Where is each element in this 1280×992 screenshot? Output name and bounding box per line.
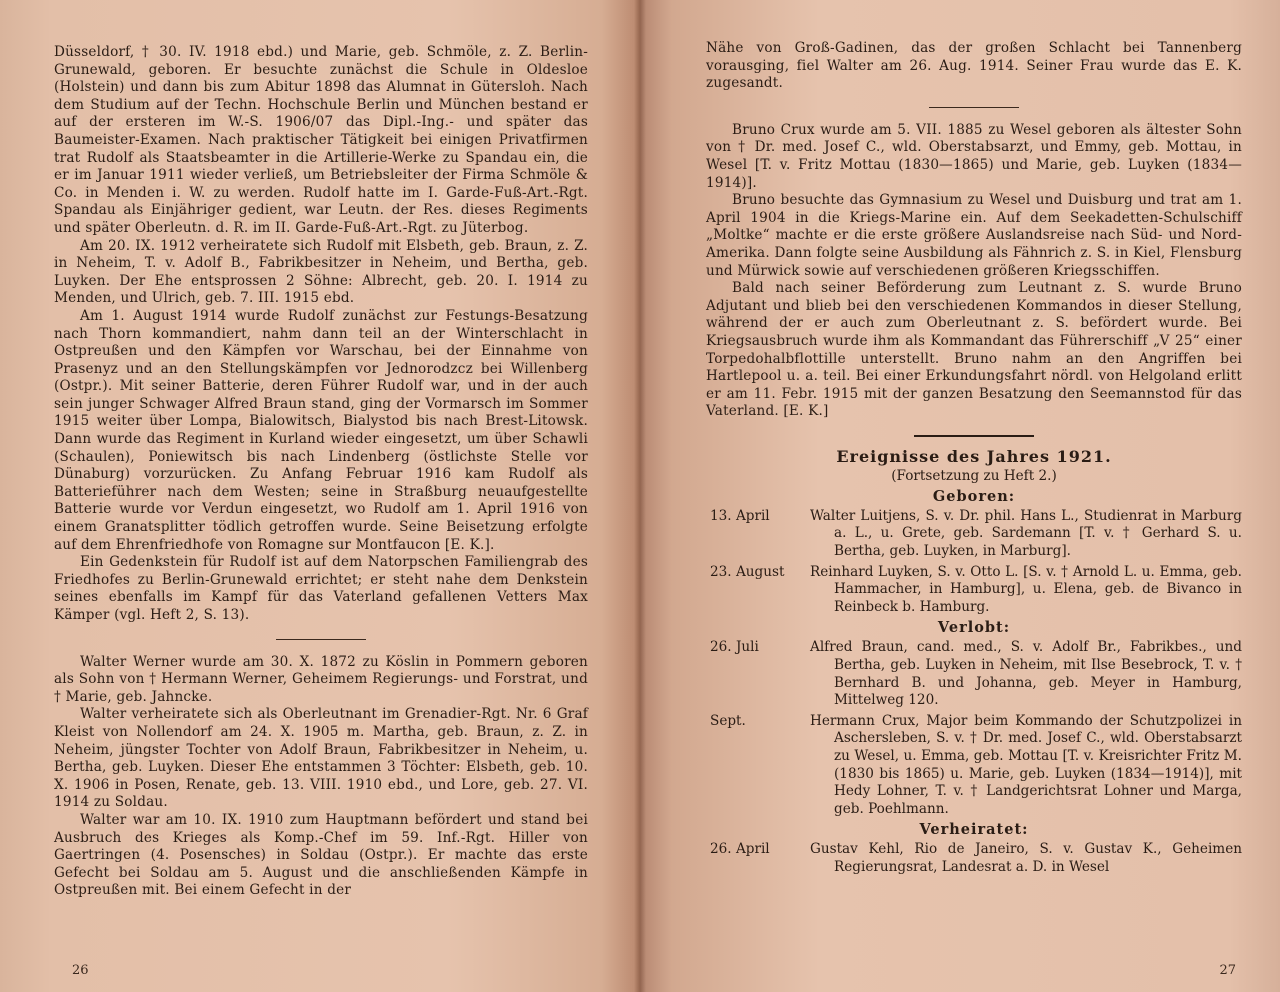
entry-text: Walter Luitjens, S. v. Dr. phil. Hans L., Studienrat in Marburg a. L., u. Grete, geb. Sardemann [T. v. † Gerhard S. u. Bertha, geb. Luyken, in Marburg].	[810, 507, 1242, 560]
list-item	[706, 508, 1242, 561]
page-number: 27	[1219, 963, 1236, 978]
entry-date: 13. April	[710, 507, 770, 524]
page-number: 26	[72, 963, 89, 978]
paragraph: Walter verheiratete sich als Oberleutnant im Grenadier-Rgt. Nr. 6 Graf Kleist von Nollendorf am 24. X. 1905 m. Martha, geb. Braun, z. Z. in Neheim, jüngster Tochter von Adolf Braun, Fabrikbesitzer in Neheim, u. Bertha, geb. Luyken. Dieser Ehe entstammen 3 Töchter: Elsbeth, geb. 10. X. 1906 in Posen, Renate, geb. 13. VIII. 1910 ebd., und Lore, geb. 27. VI. 1914 zu Soldau.	[54, 706, 588, 811]
entry-text: Alfred Braun, cand. med., S. v. Adolf Br., Fabrikbes., und Bertha, geb. Luyken in Neheim, mit Ilse Besebrock, T. v. † Bernhard B. und Johanna, geb. Meyer in Hamburg, Mittelweg 120.	[810, 639, 1242, 709]
entry-date: Sept.	[710, 712, 746, 729]
group-heading-married: Verheiratet:	[919, 821, 1029, 839]
paragraph: Bruno besuchte das Gymnasium zu Wesel und Duisburg und trat am 1. April 1904 in die Kriegs-Marine ein. Auf dem Seekadetten-Schulschiff „Moltke“ machte er die erste größere Auslandsreise nach Süd- und Nord-Amerika. Dann folgte seine Ausbildung als Fähnrich z. S. in Kiel, Flensburg und Mürwick sowie auf verschiedenen größeren Kriegsschiffen.	[706, 192, 1242, 279]
paragraph: Bruno Crux wurde am 5. VII. 1885 zu Wesel geboren als ältester Sohn von † Dr. med. Josef C., wld. Oberstabsarzt, und Emmy, geb. Mottau, in Wesel [T. v. Fritz Mottau (1830—1865) und Marie, geb. Luyken (1834—1914)].	[706, 121, 1242, 191]
list-item	[706, 713, 1242, 819]
paragraph: Nähe von Groß-Gadinen, das der großen Schlacht bei Tannenberg vorausging, fiel Walter am 26. Aug. 1914. Seiner Frau wurde das E. K. zugesandt.	[706, 40, 1242, 92]
list-item	[706, 564, 1242, 617]
list-item	[706, 841, 1242, 876]
paragraph: Ein Gedenkstein für Rudolf ist auf dem Natorpschen Familiengrab des Friedhofes zu Berlin-Grunewald errichtet; er steht nahe dem Denkstein seines ebenfalls im Kampf für das Vaterland gefallenen Vetters Max Kämper (vgl. Heft 2, S. 13).	[54, 554, 588, 623]
paragraph: Walter war am 10. IX. 1910 zum Hauptmann befördert und stand bei Ausbruch des Krieges als Komp.-Chef im 59. Inf.-Rgt. Hiller von Gaertringen (4. Posensches) in Soldau (Ostpr.). Er machte das erste Gefecht bei Soldau am 5. August und die anschließenden Kämpfe in Ostpreußen mit. Bei einem Gefecht in der	[54, 811, 588, 899]
divider	[929, 107, 1019, 108]
paragraph: Walter Werner wurde am 30. X. 1872 zu Köslin in Pommern geboren als Sohn von † Hermann Werner, Geheimem Regierungs- und Forstrat, und † Marie, geb. Jahncke.	[54, 653, 588, 705]
divider	[276, 639, 366, 640]
list-item	[706, 639, 1242, 709]
entry-text: Reinhard Luyken, S. v. Otto L. [S. v. † Arnold L. u. Emma, geb. Hammacher, in Hamburg], u. Elena, geb. de Bivanco in Reinbeck b. Hamburg.	[810, 563, 1242, 615]
right-page	[640, 0, 1280, 992]
entry-date: 26. Juli	[710, 639, 759, 656]
paragraph: Bald nach seiner Beförderung zum Leutnant z. S. wurde Bruno Adjutant und blieb bei den verschiedenen Kommandos in dieser Stellung, während der er auch zum Oberleutnant z. S. befördert wurde. Bei Kriegsausbruch wurde ihm als Kommandant das Führerschiff „V 25“ einer Torpedohalbflottille unterstellt. Bruno nahm an den Angriffen bei Hartlepool u. a. teil. Bei einer Erkundungsfahrt nördl. von Helgoland erlitt er am 11. Febr. 1915 mit der ganzen Besatzung den Seemannstod für das Vaterland. [E. K.]	[706, 280, 1242, 420]
entry-text: Gustav Kehl, Rio de Janeiro, S. v. Gustav K., Geheimen Regierungsrat, Landesrat a. D. in Wesel	[810, 841, 1242, 875]
section-divider	[914, 435, 1034, 437]
paragraph: Düsseldorf, † 30. IV. 1918 ebd.) und Marie, geb. Schmöle, z. Z. Berlin-Grunewald, geboren. Er besuchte zunächst die Schule in Oldesloe (Holstein) und dann bis zum Abitur 1898 das Alumnat in Gütersloh. Nach dem Studium auf der Techn. Hochschule Berlin und München bestand er auf der ersteren im W.-S. 1906/07 das Dipl.-Ing.- und später das Baumeister-Examen. Nach praktischer Tätigkeit bei einigen Privatfirmen trat Rudolf als Staatsbeamter in die Artillerie-Werke zu Spandau ein, die er im Januar 1911 wieder verließ, um Betriebsleiter der Firma Schmöle & Co. in Menden i. W. zu werden. Rudolf hatte im I. Garde-Fuß-Art.-Rgt. Spandau als Einjähriger gedient, war Leutn. der Res. dieses Regiments und später Oberleutn. d. R. im II. Garde-Fuß-Art.-Rgt. zu Jüterbog.	[54, 44, 588, 236]
section-subtitle: (Fortsetzung zu Heft 2.)	[891, 467, 1057, 484]
group-heading-born: Geboren:	[932, 487, 1016, 505]
paragraph: Am 20. IX. 1912 verheiratete sich Rudolf mit Elsbeth, geb. Braun, z. Z. in Neheim, T. v. Adolf B., Fabrikbesitzer in Neheim, und Bertha, geb. Luyken. Der Ehe entsprossen 2 Söhne: Albrecht, geb. 20. I. 1914 zu Menden, und Ulrich, geb. 7. III. 1915 ebd.	[54, 237, 588, 307]
paragraph: Am 1. August 1914 wurde Rudolf zunächst zur Festungs-Besatzung nach Thorn kommandiert, nahm dann teil an der Winterschlacht in Ostpreußen und den Kämpfen vor Warschau, bei der Einnahme von Prasenyz und an den Stellungskämpfen vor Jednorodzcz bei Willenberg (Ostpr.). Mit seiner Batterie, deren Führer Rudolf war, und in der auch sein junger Schwager Alfred Braun stand, ging der Vormarsch im Sommer 1915 weiter über Lompa, Bialowitsch, Bialystod bis nach Brest-Litowsk. Dann wurde das Regiment in Kurland wieder eingesetzt, um über Schawli (Schaulen), Poniewitsch bis nach Lindenberg (östlichste Stelle vor Dünaburg) vorzurücken. Zu Anfang Februar 1916 kam Rudolf als Batterieführer nach dem Westen; seine in Straßburg neuaufgestellte Batterie wurde vor Verdun eingesetzt, wo Rudolf am 1. April 1916 von einem Granatsplitter tödlich getroffen wurde. Seine Beisetzung erfolgte auf dem Ehrenfriedhofe von Romagne sur Montfaucon [E. K.].	[54, 307, 588, 553]
book-gutter	[634, 0, 646, 992]
entry-text: Hermann Crux, Major beim Kommando der Schutzpolizei in Aschersleben, S. v. † Dr. med. Josef C., wld. Oberstabsarzt zu Wesel, u. Emma, geb. Mottau [T. v. Kreisrichter Fritz M. (1830 bis 1865) u. Marie, geb. Luyken (1834—1914)], mit Hedy Lohner, T. v. † Landgerichtsrat Lohner und Marga, geb. Poehlmann.	[810, 712, 1242, 817]
entry-date: 26. April	[710, 841, 770, 858]
entry-date: 23. August	[710, 563, 785, 580]
group-heading-engaged: Verlobt:	[937, 619, 1011, 637]
section-title: Ereignisse des Jahres 1921.	[836, 446, 1112, 466]
